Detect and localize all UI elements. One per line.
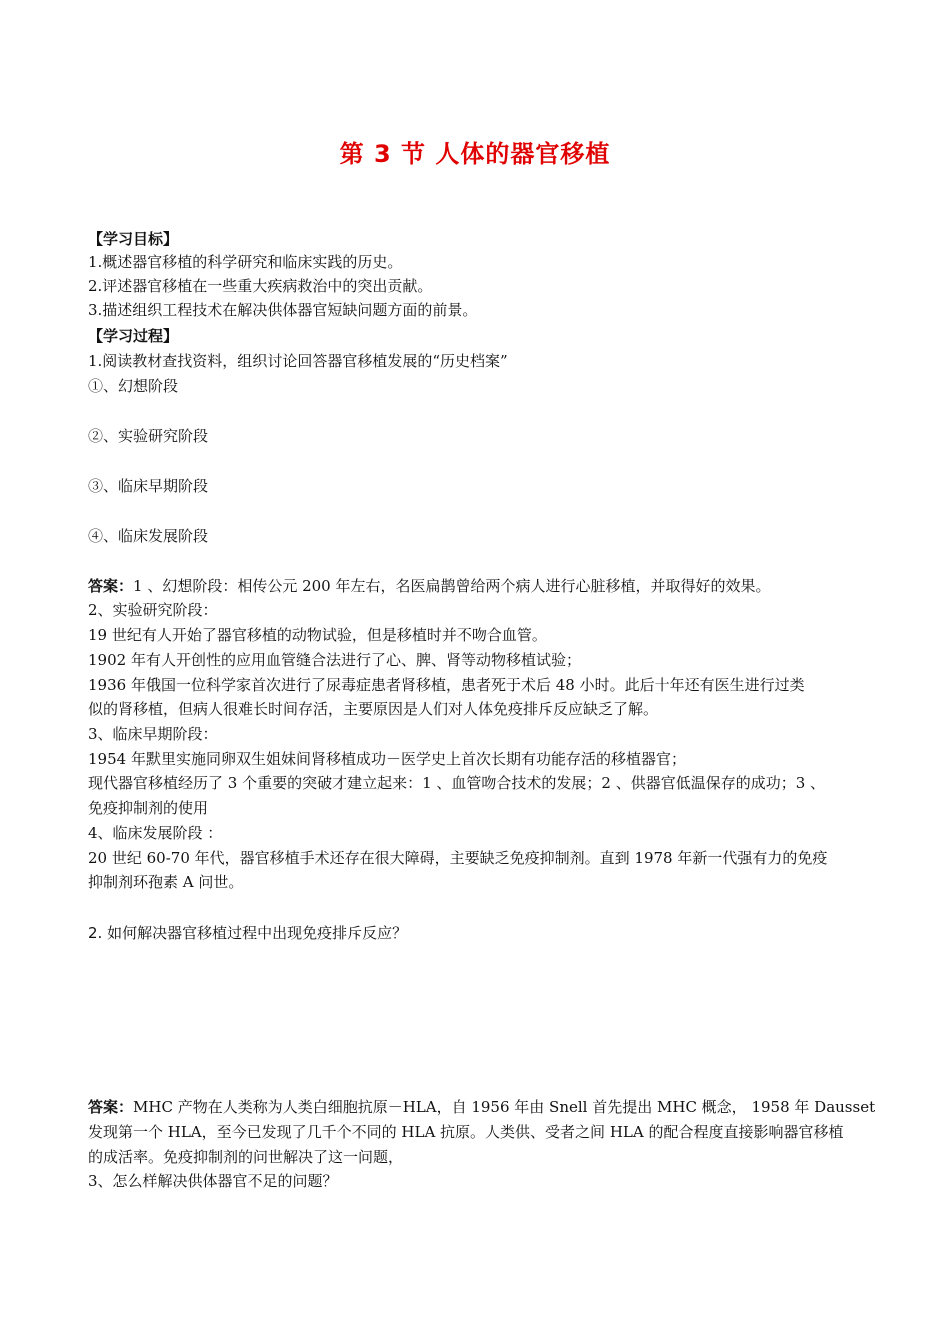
answer-line: 似的肾移植，但病人很难长时间存活，主要原因是人们对人体免疫排斥反应缺乏了解。 bbox=[88, 700, 659, 718]
answer-line: 19 世纪有人开始了器官移植的动物试验，但是移植时并不吻合血管。 bbox=[88, 626, 547, 644]
answer-line: 20 世纪 60-70 年代，器官移植手术还存在很大障碍，主要缺乏免疫抑制剂。直到 1978 年新一代强有力的免疫 bbox=[88, 849, 828, 867]
process-heading: 【学习过程】 bbox=[88, 327, 179, 345]
answer-line: 发现第一个 HLA，至今已发现了几千个不同的 HLA 抗原。人类供、受者之间 HLA 的配合程度直接影响器官移植 bbox=[88, 1123, 844, 1141]
answer-text: 1 、幻想阶段：相传公元 200 年左右，名医扁鹊曾给两个病人进行心脏移植，并取得好的效果。 bbox=[133, 577, 771, 595]
answer-line: 的成活率。免疫抑制剂的问世解决了这一问题， bbox=[88, 1148, 404, 1166]
answer-line: 1936 年俄国一位科学家首次进行了尿毒症患者肾移植，患者死于术后 48 小时。此后十年还有医生进行过类 bbox=[88, 676, 805, 694]
answer-label: 答案： bbox=[88, 577, 134, 595]
objective-item: 2.评述器官移植在一些重大疾病救治中的突出贡献。 bbox=[88, 277, 433, 295]
answer-2-first-line bbox=[88, 1096, 888, 1118]
question-2: 2. 如何解决器官移植过程中出现免疫排斥反应？ bbox=[88, 924, 408, 942]
answer-text: MHC 产物在人类称为人类白细胞抗原－HLA，自 1956 年由 Snell 首先提出 MHC 概念， 1958 年 Dausset bbox=[133, 1098, 876, 1116]
answer-line: 1954 年默里实施同卵双生姐妹间肾移植成功－医学史上首次长期有功能存活的移植器官； bbox=[88, 750, 686, 768]
answer-line: 2、实验研究阶段： bbox=[88, 601, 218, 619]
question-3: 3、怎么样解决供体器官不足的问题？ bbox=[88, 1172, 338, 1190]
answer-1-first-line bbox=[88, 575, 888, 597]
answer-label: 答案： bbox=[88, 1098, 134, 1116]
page-title: 第 3 节 人体的器官移植 bbox=[339, 140, 611, 168]
answer-line: 1902 年有人开创性的应用血管缝合法进行了心、脾、肾等动物移植试验； bbox=[88, 651, 581, 669]
stage-item: ③、临床早期阶段 bbox=[88, 477, 209, 495]
answer-line: 3、临床早期阶段： bbox=[88, 725, 218, 743]
answer-line: 现代器官移植经历了 3 个重要的突破才建立起来：1 、血管吻合技术的发展；2 、供器官低温保存的成功；3 、 bbox=[88, 774, 826, 792]
objective-item: 3.描述组织工程技术在解决供体器官短缺问题方面的前景。 bbox=[88, 301, 478, 319]
stage-item: ②、实验研究阶段 bbox=[88, 427, 209, 445]
answer-line: 抑制剂环孢素 A 问世。 bbox=[88, 873, 244, 891]
question-1: 1.阅读教材查找资料，组织讨论回答器官移植发展的“历史档案” bbox=[88, 352, 508, 370]
objective-item: 1.概述器官移植的科学研究和临床实践的历史。 bbox=[88, 253, 403, 271]
stage-item: ①、幻想阶段 bbox=[88, 377, 179, 395]
answer-line: 免疫抑制剂的使用 bbox=[88, 799, 209, 817]
answer-line: 4、临床发展阶段 ： bbox=[88, 824, 223, 842]
stage-item: ④、临床发展阶段 bbox=[88, 527, 209, 545]
objectives-heading: 【学习目标】 bbox=[88, 230, 179, 248]
